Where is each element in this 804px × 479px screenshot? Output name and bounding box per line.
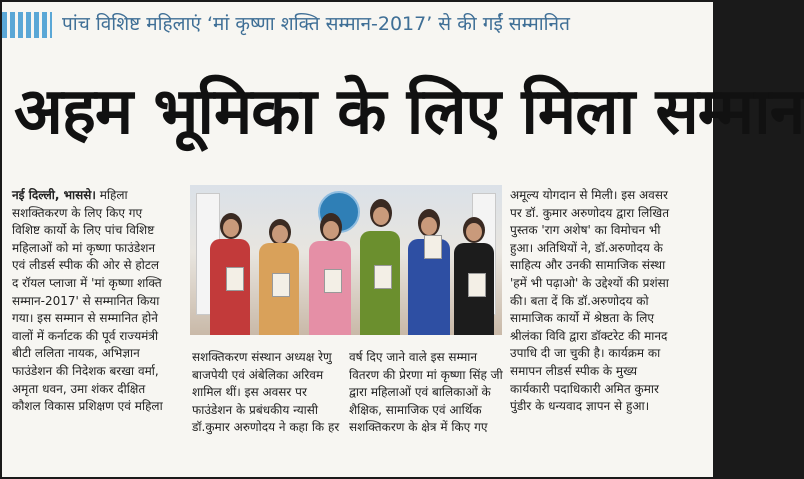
article-column-1: [12, 187, 187, 416]
honoree-figure: [306, 209, 354, 335]
col4-line: अमूल्य योगदान से मिली। इस अवसर: [510, 188, 668, 202]
col4-line: श्रीलंका विवि द्वारा डॉक्टरेट की मानद: [510, 328, 668, 343]
col3-line: वर्ष दिए जाने वाले इस सम्मान: [349, 350, 478, 364]
col4-line: उपाधि दी जा चुकी है। कार्यक्रम का: [510, 346, 661, 361]
col1-line: कौशल विकास प्रशिक्षण एवं महिला: [12, 399, 163, 414]
col3-line: सशक्तिकरण के क्षेत्र में किए गए: [349, 420, 488, 435]
honoree-figure: [256, 211, 302, 335]
kicker-subtitle: पांच विशिष्ट महिलाएं ‘मां कृष्णा शक्ति सम्मान-2017’ से की गईं सम्मानित: [62, 13, 570, 35]
col1-line: अमृता धवन, उमा शंकर दीक्षित: [12, 381, 146, 396]
col1-line: गया। इस सम्मान से सम्मानित होने: [12, 311, 158, 326]
col4-line: कार्यकारी पदाधिकारी अमित कुमार: [510, 381, 659, 396]
kicker-stripes: [2, 12, 52, 38]
col4-line: साहित्य और उनकी सामाजिक संस्था: [510, 258, 666, 273]
headline: अहम भूमिका के लिए मिला सम्मान: [14, 75, 804, 149]
article-column-2: [192, 349, 342, 437]
col2-line: फाउंडेशन के प्रबंधकीय न्यासी: [192, 402, 319, 417]
col4-line: हुआ। अतिथियों ने, डॉ.अरुणोदय के: [510, 240, 663, 255]
col4-line: पुस्तक 'राग अशेष' का विमोचन भी: [510, 223, 661, 238]
col1-line: फाउंडेशन की निदेशक बरखा वर्मा,: [12, 363, 159, 378]
honoree-figure: [406, 205, 452, 335]
col1-line: विशिष्ट कार्यो के लिए पांच विशिष्ट: [12, 223, 155, 238]
col3-line: द्वारा महिलाओं एवं बालिकाओं के: [349, 385, 491, 400]
col4-line: 'हमें भी पढ़ाओ' के उद्देश्यों की प्रशंसा: [510, 275, 669, 290]
col1-line: एवं लीडर्स स्पीक की ओर से होटल: [12, 258, 160, 273]
col4-line: सामाजिक कार्यो में श्रेष्ठता के लिए: [510, 311, 654, 326]
col2-line: बाजपेयी एवं अंबेलिका अरिवम: [192, 367, 324, 382]
col4-line: पर डॉ. कुमार अरुणोदय द्वारा लिखित: [510, 205, 670, 220]
speaker-figure: [356, 197, 404, 335]
col1-line: द रॉयल प्लाजा में 'मां कृष्णा शक्ति: [12, 275, 162, 290]
col3-line: शैक्षिक, सामाजिक एवं आर्थिक: [349, 402, 482, 417]
dateline: नई दिल्ली, भाससे।: [12, 188, 96, 202]
newspaper-clipping: [2, 2, 804, 477]
col2-line: शामिल थीं। इस अवसर पर: [192, 385, 307, 400]
article-column-3: [349, 349, 504, 437]
col3-line: वितरण की प्रेरणा मां कृष्णा सिंह जी: [349, 367, 503, 382]
col1-first-line: [12, 187, 187, 205]
col1-line: सम्मान-2017' से सम्मानित किया: [12, 293, 160, 308]
col1-line: वालों में कर्नाटक की पूर्व राज्यमंत्री: [12, 328, 159, 343]
col2-line: डॉ.कुमार अरुणोदय ने कहा कि हर: [192, 420, 340, 435]
col1-line: बीटी ललिता नायक, अभिज्ञान: [12, 346, 140, 361]
col4-line: की। बता दें कि डॉ.अरुणोदय को: [510, 293, 649, 308]
article-column-4: [510, 187, 708, 416]
col1-line: महिला: [99, 188, 128, 202]
col1-line: सशक्तिकरण के लिए किए गए: [12, 205, 143, 220]
col1-line: महिलाओं को मां कृष्णा फाउंडेशन: [12, 240, 156, 255]
honoree-figure: [208, 207, 252, 335]
col4-line: समापन लीडर्स स्पीक के मुख्य: [510, 363, 638, 378]
event-photo: [190, 185, 502, 335]
col2-line: सशक्तिकरण संस्थान अध्यक्ष रेणु: [192, 350, 332, 364]
col4-line: पुंडीर के धन्यवाद ज्ञापन से हुआ।: [510, 399, 650, 414]
honoree-figure: [452, 211, 496, 335]
